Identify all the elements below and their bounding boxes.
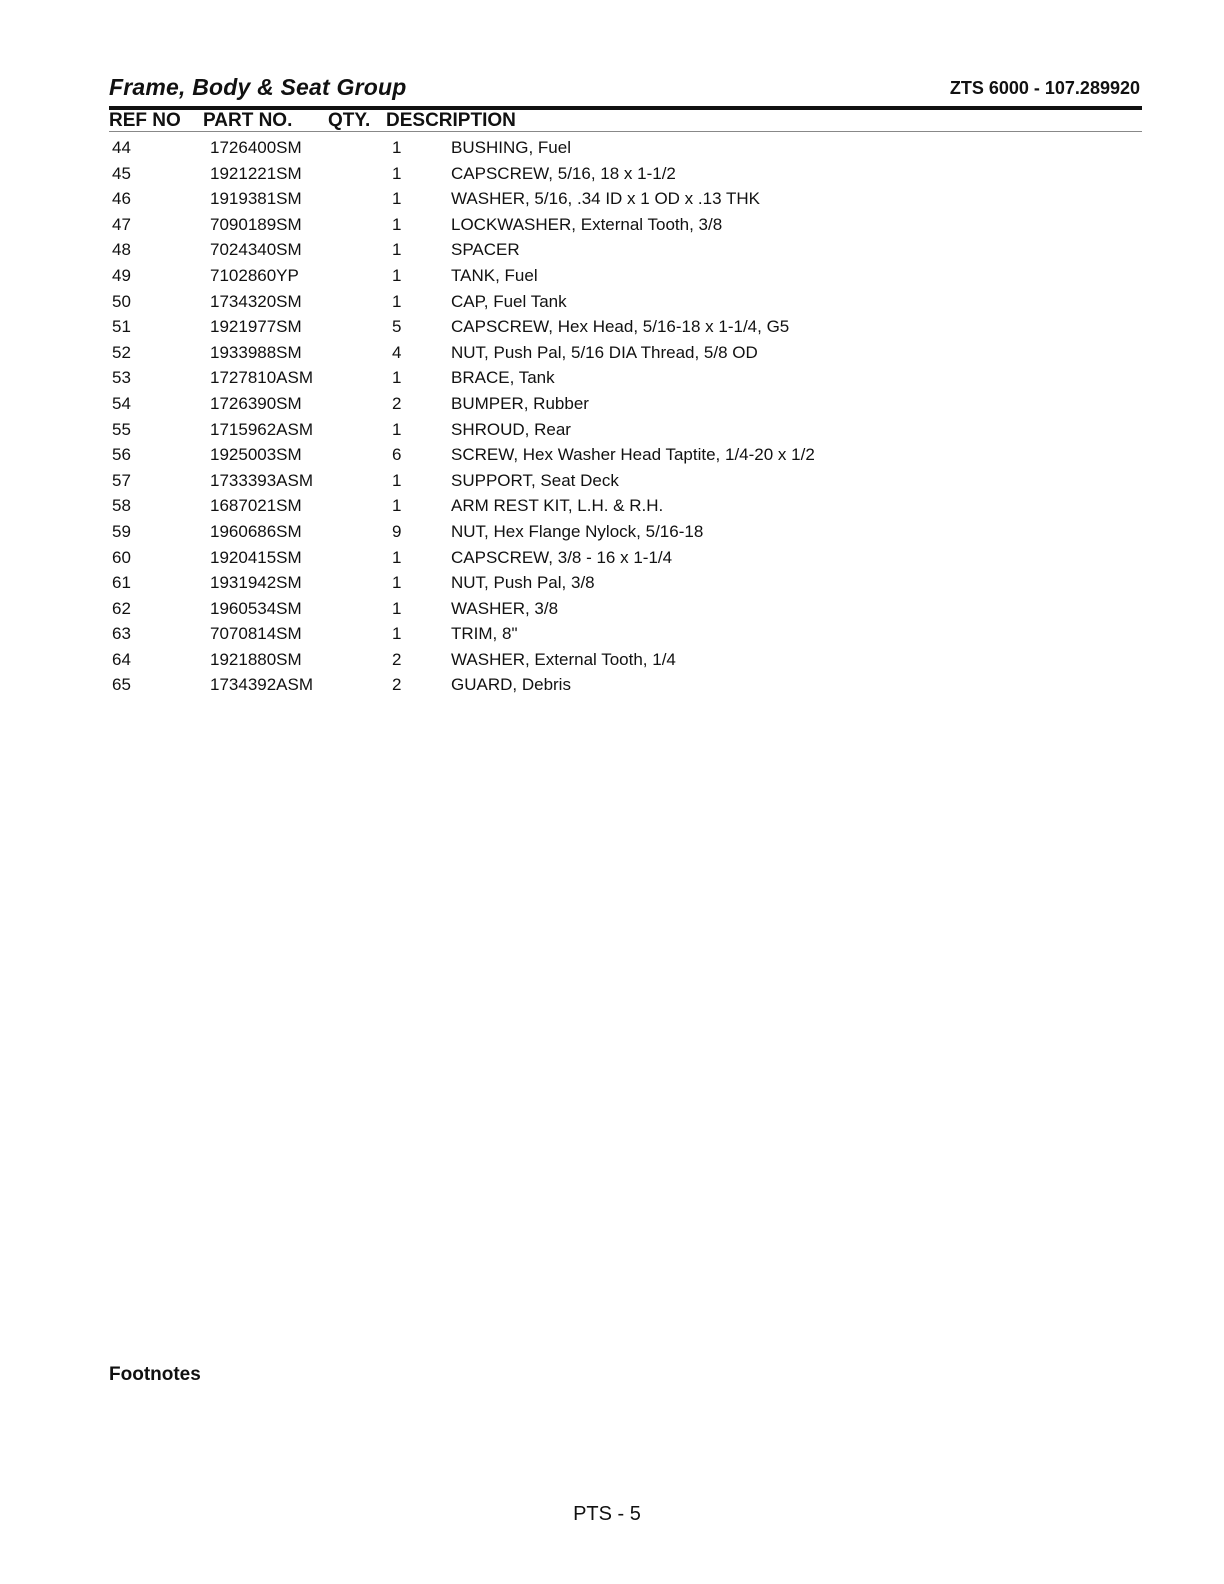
footnotes-heading: Footnotes [109, 1364, 201, 1385]
description-cell: SHROUD, Rear [451, 419, 571, 439]
ref-no-cell: 63 [112, 624, 131, 644]
table-row [109, 290, 1142, 316]
part-no-cell: 1734392ASM [210, 675, 314, 695]
table-row [109, 418, 1142, 444]
table-row [109, 597, 1142, 623]
description-cell: BRACE, Tank [451, 368, 555, 388]
part-no-cell: 1921977SM [210, 317, 302, 337]
part-no-cell: 1687021SM [210, 496, 302, 516]
description-cell: WASHER, External Tooth, 1/4 [451, 649, 676, 669]
ref-no-cell: 55 [112, 419, 131, 439]
ref-no-cell: 56 [112, 445, 131, 465]
table-row [109, 392, 1142, 418]
page-header [109, 72, 1142, 110]
part-no-cell: 1931942SM [210, 573, 302, 593]
qty-cell: 1 [392, 419, 402, 439]
ref-no-cell: 47 [112, 214, 131, 234]
ref-no-cell: 49 [112, 265, 131, 285]
table-row [109, 520, 1142, 546]
table-row [109, 238, 1142, 264]
qty-cell: 1 [392, 163, 402, 183]
qty-cell: 2 [392, 649, 402, 669]
part-no-cell: 1921880SM [210, 649, 302, 669]
qty-cell: 1 [392, 214, 402, 234]
description-cell: NUT, Push Pal, 5/16 DIA Thread, 5/8 OD [451, 342, 758, 362]
table-row [109, 622, 1142, 648]
part-no-cell: 1919381SM [210, 189, 302, 209]
part-no-cell: 1727810ASM [210, 368, 314, 388]
page-number: PTS - 5 [573, 1503, 641, 1525]
qty-cell: 1 [392, 573, 402, 593]
table-row [109, 315, 1142, 341]
description-cell: WASHER, 5/16, .34 ID x 1 OD x .13 THK [451, 189, 760, 209]
qty-cell: 6 [392, 445, 402, 465]
qty-cell: 2 [392, 393, 402, 413]
table-row [109, 443, 1142, 469]
table-row [109, 136, 1142, 162]
ref-no-cell: 52 [112, 342, 131, 362]
description-cell: BUMPER, Rubber [451, 393, 589, 413]
description-cell: CAPSCREW, 3/8 - 16 x 1-1/4 [451, 547, 673, 567]
qty-cell: 1 [392, 138, 402, 157]
qty-cell: 1 [392, 265, 402, 285]
parts-table [109, 136, 1142, 699]
part-no-cell: 7090189SM [210, 214, 302, 234]
page-title: Frame, Body & Seat Group [109, 74, 407, 100]
part-no-cell: 1733393ASM [210, 470, 314, 490]
qty-cell: 1 [392, 240, 402, 260]
ref-no-cell: 44 [112, 138, 131, 157]
ref-no-cell: 61 [112, 573, 131, 593]
part-no-cell: 7102860YP [210, 265, 299, 285]
part-no-cell: 1960534SM [210, 598, 302, 618]
qty-cell: 4 [392, 342, 402, 362]
ref-no-cell: 60 [112, 547, 131, 567]
description-cell: SPACER [451, 240, 520, 260]
qty-cell: 1 [392, 470, 402, 490]
column-header-part-no: PART NO. [203, 110, 293, 131]
table-row [109, 494, 1142, 520]
ref-no-cell: 58 [112, 496, 131, 516]
description-cell: CAP, Fuel Tank [451, 291, 567, 311]
table-row [109, 469, 1142, 495]
table-row [109, 546, 1142, 572]
table-row [109, 187, 1142, 213]
description-cell: SCREW, Hex Washer Head Taptite, 1/4-20 x 1/2 [451, 445, 815, 465]
column-header-ref-no: REF NO [109, 110, 181, 131]
ref-no-cell: 62 [112, 598, 131, 618]
description-cell: NUT, Hex Flange Nylock, 5/16-18 [451, 521, 704, 541]
description-cell: WASHER, 3/8 [451, 598, 559, 618]
ref-no-cell: 57 [112, 470, 131, 490]
description-cell: CAPSCREW, Hex Head, 5/16-18 x 1-1/4, G5 [451, 317, 790, 337]
qty-cell: 5 [392, 317, 402, 337]
column-header-description: DESCRIPTION [386, 110, 516, 131]
ref-no-cell: 48 [112, 240, 131, 260]
ref-no-cell: 53 [112, 368, 131, 388]
description-cell: CAPSCREW, 5/16, 18 x 1-1/2 [451, 163, 676, 183]
model-number: ZTS 6000 - 107.289920 [949, 78, 1140, 98]
description-cell: SUPPORT, Seat Deck [451, 470, 619, 490]
table-row [109, 673, 1142, 699]
description-cell: BUSHING, Fuel [451, 138, 571, 157]
part-no-cell: 7070814SM [210, 624, 302, 644]
ref-no-cell: 64 [112, 649, 131, 669]
part-no-cell: 1726390SM [210, 393, 302, 413]
description-cell: TANK, Fuel [451, 265, 538, 285]
part-no-cell: 1921221SM [210, 163, 302, 183]
table-header [109, 110, 1142, 132]
ref-no-cell: 51 [112, 317, 131, 337]
column-header-qty: QTY. [328, 110, 371, 131]
qty-cell: 1 [392, 368, 402, 388]
part-no-cell: 1726400SM [210, 138, 302, 157]
description-cell: GUARD, Debris [451, 675, 571, 695]
qty-cell: 1 [392, 496, 402, 516]
table-row [109, 264, 1142, 290]
part-no-cell: 1920415SM [210, 547, 302, 567]
qty-cell: 1 [392, 189, 402, 209]
description-cell: LOCKWASHER, External Tooth, 3/8 [451, 214, 723, 234]
part-no-cell: 1715962ASM [210, 419, 314, 439]
ref-no-cell: 46 [112, 189, 131, 209]
description-cell: NUT, Push Pal, 3/8 [451, 573, 595, 593]
qty-cell: 9 [392, 521, 402, 541]
part-no-cell: 1933988SM [210, 342, 302, 362]
qty-cell: 1 [392, 547, 402, 567]
part-no-cell: 1925003SM [210, 445, 302, 465]
part-no-cell: 7024340SM [210, 240, 302, 260]
table-row [109, 571, 1142, 597]
table-row [109, 366, 1142, 392]
qty-cell: 1 [392, 291, 402, 311]
qty-cell: 1 [392, 624, 402, 644]
table-row [109, 648, 1142, 674]
qty-cell: 2 [392, 675, 402, 695]
part-no-cell: 1734320SM [210, 291, 302, 311]
description-cell: TRIM, 8" [451, 624, 518, 644]
ref-no-cell: 54 [112, 393, 131, 413]
part-no-cell: 1960686SM [210, 521, 302, 541]
description-cell: ARM REST KIT, L.H. & R.H. [451, 496, 664, 516]
qty-cell: 1 [392, 598, 402, 618]
table-row [109, 341, 1142, 367]
table-row [109, 162, 1142, 188]
ref-no-cell: 50 [112, 291, 131, 311]
ref-no-cell: 59 [112, 521, 131, 541]
ref-no-cell: 65 [112, 675, 131, 695]
ref-no-cell: 45 [112, 163, 131, 183]
table-row [109, 213, 1142, 239]
